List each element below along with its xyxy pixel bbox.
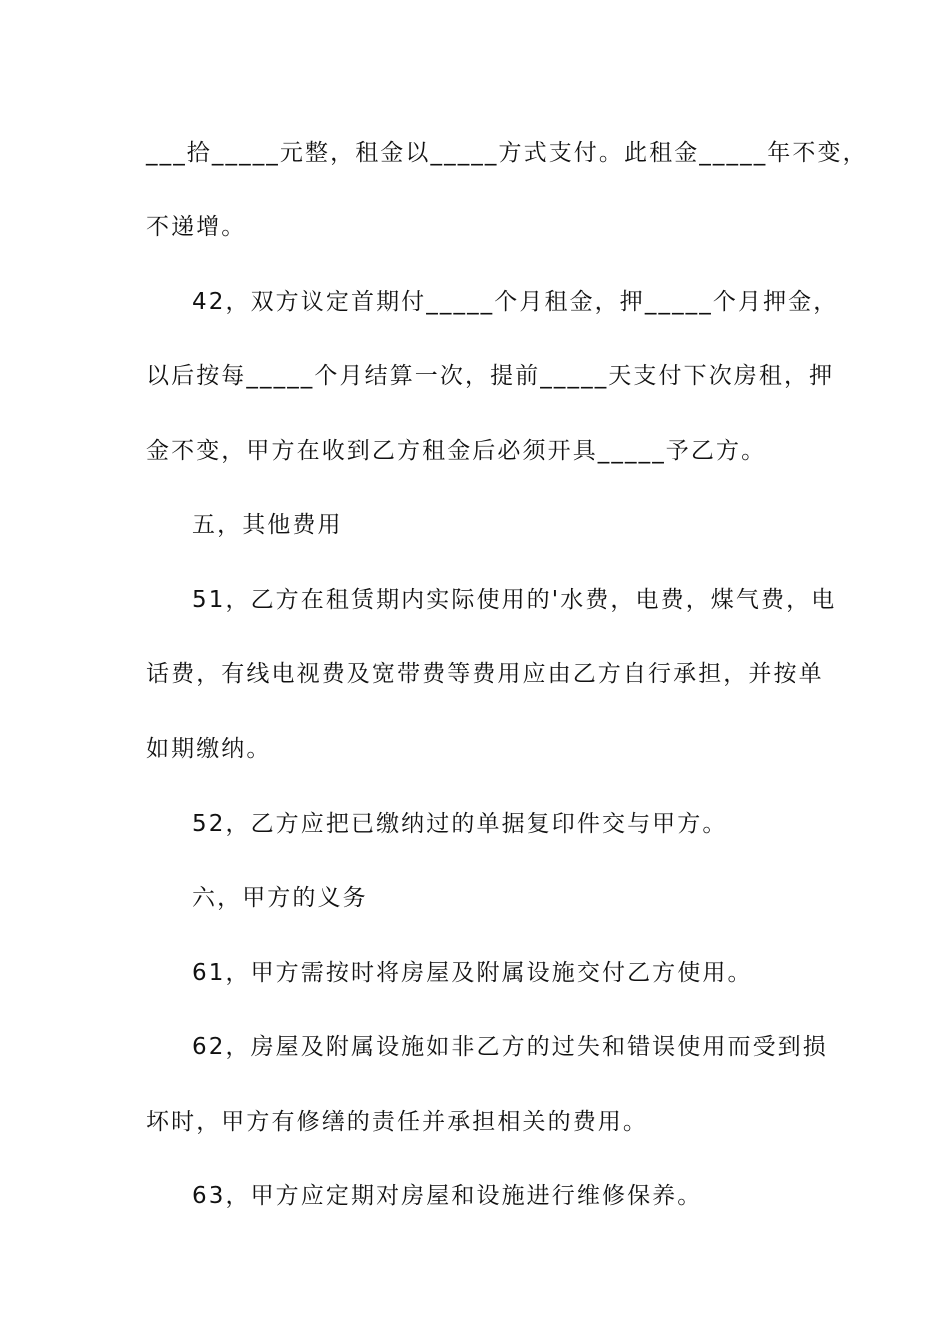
paragraph-line: 42，双方议定首期付_____个月租金，押_____个月押金， — [192, 289, 839, 315]
paragraph-line: 61，甲方需按时将房屋及附属设施交付乙方使用。 — [192, 960, 753, 986]
text-line: 不递增。 — [146, 214, 247, 240]
text-line: 以后按每_____个月结算一次，提前_____天支付下次房租，押 — [146, 363, 835, 389]
text-line: ___拾_____元整，租金以_____方式支付。此租金_____年不变， — [146, 140, 868, 166]
text-line: 坏时，甲方有修缮的责任并承担相关的费用。 — [146, 1109, 648, 1135]
paragraph-line: 63，甲方应定期对房屋和设施进行维修保养。 — [192, 1183, 703, 1209]
text-line: 如期缴纳。 — [146, 736, 272, 762]
text-line: 金不变，甲方在收到乙方租金后必须开具_____予乙方。 — [146, 438, 767, 464]
paragraph-line: 52，乙方应把已缴纳过的单据复印件交与甲方。 — [192, 811, 728, 837]
text-line: 话费，有线电视费及宽带费等费用应由乙方自行承担，并按单 — [146, 661, 824, 687]
paragraph-line: 51，乙方在租赁期内实际使用的'水费，电费，煤气费，电 — [192, 587, 837, 613]
section-heading: 六，甲方的义务 — [192, 885, 368, 911]
paragraph-line: 62，房屋及附属设施如非乙方的过失和错误使用而受到损 — [192, 1034, 828, 1060]
section-heading: 五，其他费用 — [192, 512, 343, 538]
